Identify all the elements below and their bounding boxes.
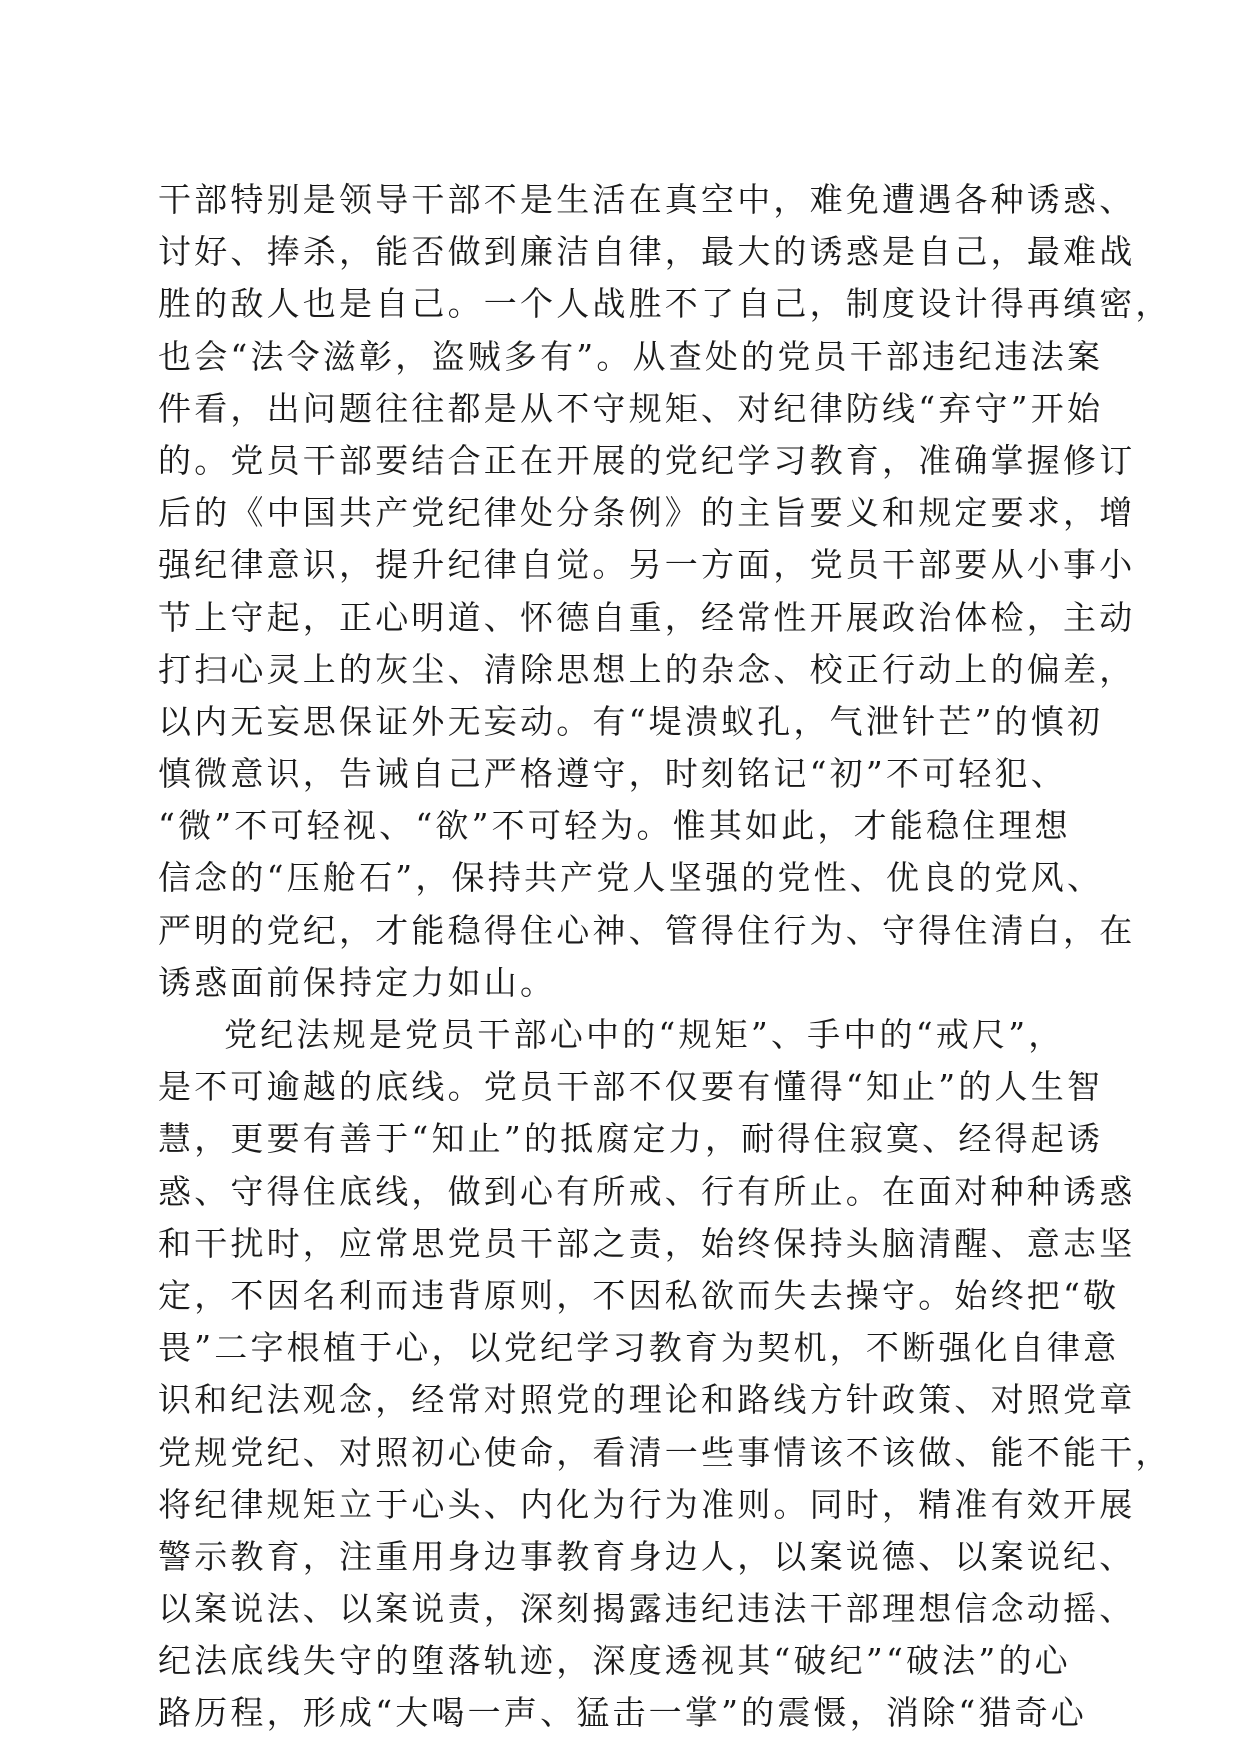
text-line: 和干扰时，应常思党员干部之责，始终保持头脑清醒、意志坚: [158, 1223, 1136, 1263]
text-line: 后的《中国共产党纪律处分条例》的主旨要义和规定要求，增: [158, 493, 1136, 533]
text-line: 胜的敌人也是自己。一个人战胜不了自己，制度设计得再缜密，: [158, 284, 1172, 324]
text-line: 节上守起，正心明道、怀德自重，经常性开展政治体检，主动: [158, 597, 1136, 637]
text-line: 将纪律规矩立于心头、内化为行为准则。同时，精准有效开展: [158, 1484, 1136, 1524]
text-line: 诱惑面前保持定力如山。: [158, 962, 557, 1002]
text-line: 路历程，形成“大喝一声、猛击一掌”的震慑，消除“猎奇心: [158, 1693, 1088, 1733]
text-line: 慎微意识，告诫自己严格遵守，时刻铭记“初”不可轻犯、: [158, 754, 1067, 794]
text-line: “微”不可轻视、“欲”不可轻为。惟其如此，才能稳住理想: [158, 806, 1071, 846]
text-line: 畏”二字根植于心，以党纪学习教育为契机，不断强化自律意: [158, 1328, 1120, 1368]
text-line: 信念的“压舱石”，保持共产党人坚强的党性、优良的党风、: [158, 858, 1104, 898]
text-line: 以案说法、以案说责，深刻揭露违纪违法干部理想信念动摇、: [158, 1589, 1136, 1629]
text-line: 是不可逾越的底线。党员干部不仅要有懂得“知止”的人生智: [158, 1067, 1104, 1107]
paragraph-first-line: 党纪法规是党员干部心中的“规矩”、手中的“戒尺”，: [224, 1015, 1065, 1054]
text-line: 的。党员干部要结合正在开展的党纪学习教育，准确掌握修订: [158, 440, 1136, 480]
text-line: 定，不因名利而违背原则，不因私欲而失去操守。始终把“敬: [158, 1275, 1120, 1315]
text-line: 党规党纪、对照初心使命，看清一些事情该不该做、能不能干，: [158, 1432, 1172, 1472]
text-line: 打扫心灵上的灰尘、清除思想上的杂念、校正行动上的偏差，: [158, 649, 1136, 689]
text-line: 纪法底线失守的堕落轨迹，深度透视其“破纪”“破法”的心: [158, 1641, 1071, 1681]
text-line: 慧，更要有善于“知止”的抵腐定力，耐得住寂寞、经得起诱: [158, 1119, 1104, 1159]
text-line: 警示教育，注重用身边事教育身边人，以案说德、以案说纪、: [158, 1536, 1136, 1576]
text-line: 件看，出问题往往都是从不守规矩、对纪律防线“弃守”开始: [158, 388, 1104, 428]
text-line: 讨好、捧杀，能否做到廉洁自律，最大的诱惑是自己，最难战: [158, 232, 1136, 272]
text-line: 也会“法令滋彰，盗贼多有”。从查处的党员干部违纪违法案: [158, 336, 1104, 376]
text-line: 惑、守得住底线，做到心有所戒、行有所止。在面对种种诱惑: [158, 1171, 1136, 1211]
text-line: 干部特别是领导干部不是生活在真空中，难免遭遇各种诱惑、: [158, 180, 1136, 219]
text-line: 强纪律意识，提升纪律自觉。另一方面，党员干部要从小事小: [158, 545, 1136, 585]
text-line: 识和纪法观念，经常对照党的理论和路线方针政策、对照党章: [158, 1380, 1136, 1420]
text-line: 严明的党纪，才能稳得住心神、管得住行为、守得住清白，在: [158, 910, 1136, 950]
body-text: [158, 174, 1172, 1740]
text-line: 以内无妄思保证外无妄动。有“堤溃蚁孔，气泄针芒”的慎初: [158, 701, 1104, 741]
